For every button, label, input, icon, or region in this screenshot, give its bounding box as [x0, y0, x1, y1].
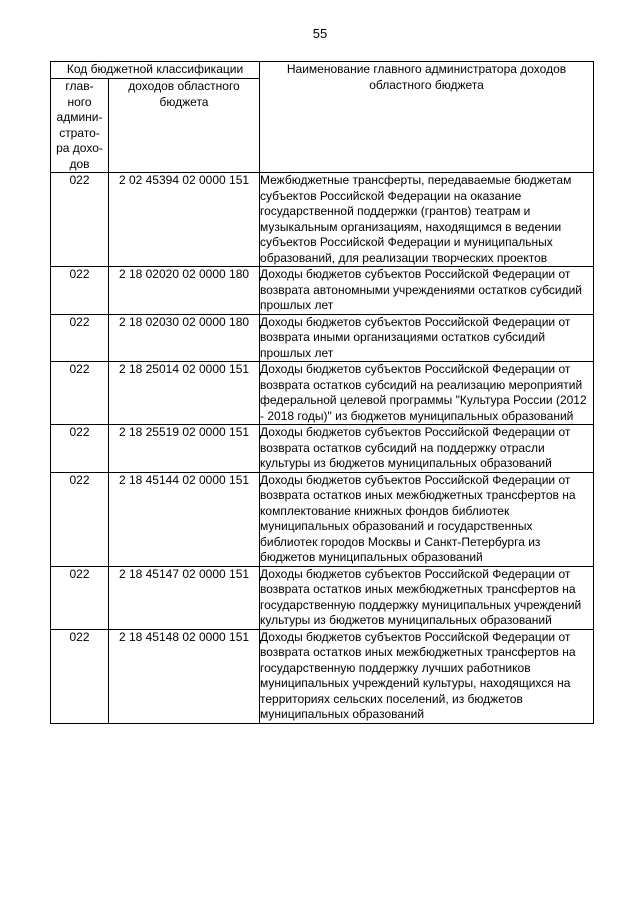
- table-body: [51, 173, 594, 724]
- budget-code-cell: 2 02 45394 02 0000 151: [109, 173, 260, 267]
- page-number: 55: [312, 26, 328, 41]
- income-name-cell: Доходы бюджетов субъектов Российской Федерации от возврата остатков субсидий на реализацию мероприятий федеральной целевой программы "Культура России (2012 - 2018 годы)" из бюджетов муниципальных образований: [260, 362, 594, 425]
- income-name-cell: Доходы бюджетов субъектов Российской Федерации от возврата остатков иных межбюджетных трансфертов на государственную поддержку лучших работников муниципальных учреждений культуры, находящихся на территориях сельских поселений, из бюджетов муниципальных образований: [260, 629, 594, 723]
- table-row: [51, 362, 594, 425]
- administrator-code-cell: 022: [51, 362, 109, 425]
- income-code-header: доходов областного бюджета: [109, 79, 260, 173]
- budget-code-group-header: Код бюджетной классификации: [51, 62, 260, 79]
- budget-code-cell: 2 18 45147 02 0000 151: [109, 566, 260, 629]
- table-row: [51, 314, 594, 362]
- main-administrator-header: глав- ного админи- страто- ра дохо- дов: [51, 79, 109, 173]
- table-row: [51, 472, 594, 566]
- administrator-code-cell: 022: [51, 267, 109, 315]
- budget-code-cell: 2 18 45148 02 0000 151: [109, 629, 260, 723]
- budget-code-cell: 2 18 02020 02 0000 180: [109, 267, 260, 315]
- budget-code-cell: 2 18 25519 02 0000 151: [109, 425, 260, 473]
- table-row: [51, 173, 594, 267]
- administrator-code-cell: 022: [51, 314, 109, 362]
- table-row: [51, 425, 594, 473]
- administrator-code-cell: 022: [51, 566, 109, 629]
- income-name-cell: Доходы бюджетов субъектов Российской Федерации от возврата иными организациями остатков субсидий прошлых лет: [260, 314, 594, 362]
- table-row: [51, 267, 594, 315]
- income-name-cell: Доходы бюджетов субъектов Российской Федерации от возврата автономными учреждениями остатков субсидий прошлых лет: [260, 267, 594, 315]
- income-name-cell: Межбюджетные трансферты, передаваемые бюджетам субъектов Российской Федерации на оказание государственной поддержки (грантов) театрам и музыкальным организациям, находящимся в ведении субъектов Российской Федерации и муниципальных образований, для реализации творческих проектов: [260, 173, 594, 267]
- income-name-cell: Доходы бюджетов субъектов Российской Федерации от возврата остатков субсидий на поддержку отрасли культуры из бюджетов муниципальных образований: [260, 425, 594, 473]
- budget-classification-table: [50, 61, 594, 724]
- administrator-name-header: Наименование главного администратора доходов областного бюджета: [260, 62, 594, 173]
- budget-code-cell: 2 18 45144 02 0000 151: [109, 472, 260, 566]
- table-header: [51, 62, 594, 173]
- administrator-code-cell: 022: [51, 472, 109, 566]
- budget-code-cell: 2 18 25014 02 0000 151: [109, 362, 260, 425]
- administrator-code-cell: 022: [51, 173, 109, 267]
- administrator-code-cell: 022: [51, 425, 109, 473]
- income-name-cell: Доходы бюджетов субъектов Российской Федерации от возврата остатков иных межбюджетных трансфертов на государственную поддержку муниципальных учреждений культуры из бюджетов муниципальных образований: [260, 566, 594, 629]
- income-name-cell: Доходы бюджетов субъектов Российской Федерации от возврата остатков иных межбюджетных трансфертов на комплектование книжных фондов библиотек муниципальных образований и государственных библиотек городов Москвы и Санкт-Петербурга из бюджетов муниципальных образований: [260, 472, 594, 566]
- budget-code-cell: 2 18 02030 02 0000 180: [109, 314, 260, 362]
- table-row: [51, 629, 594, 723]
- administrator-code-cell: 022: [51, 629, 109, 723]
- table-row: [51, 566, 594, 629]
